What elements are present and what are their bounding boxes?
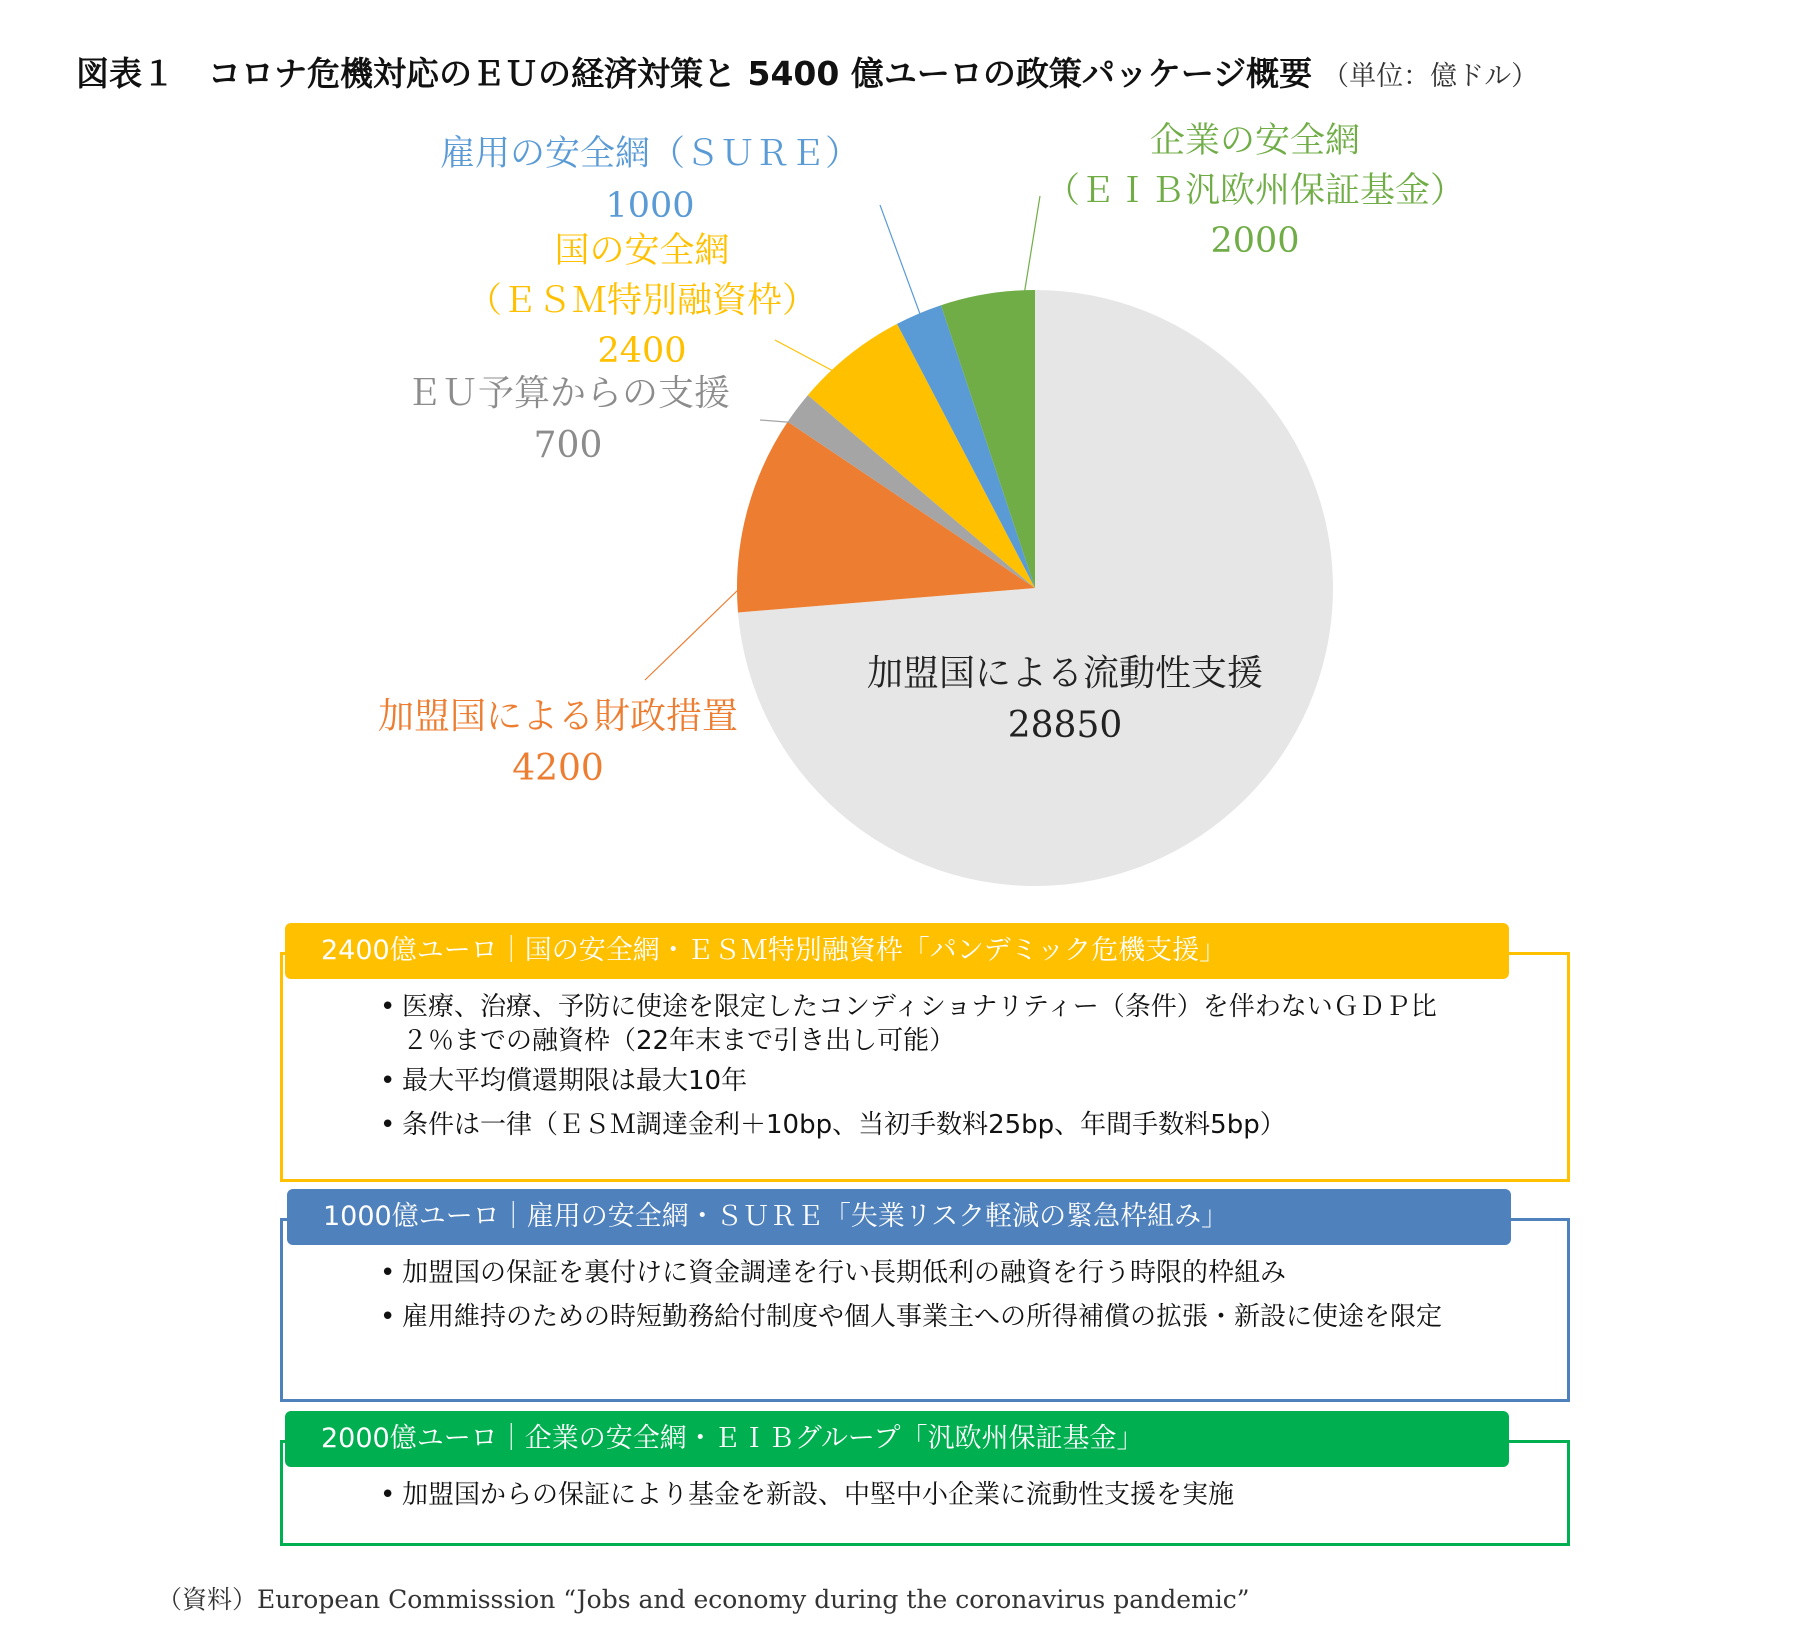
sure-bullet-1: • 加盟国の保証を裏付けに資金調達を行い長期低利の融資を行う時限的枠組み — [380, 1256, 1460, 1290]
data-label-value: 700 — [533, 425, 603, 466]
eib-box-header: 2000億ユーロ｜企業の安全網・ＥＩＢグループ「汎欧州保証基金」 — [285, 1411, 1509, 1467]
eib-bullet-1: • 加盟国からの保証により基金を新設、中堅中小企業に流動性支援を実施 — [380, 1478, 1460, 1512]
figure-title-main: 図表１ コロナ危機対応のＥＵの経済対策と 5400 億ユーロの政策パッケージ概要 — [76, 54, 1313, 93]
esm-bullet-1: • 医療、治療、予防に使途を限定したコンディショナリティー（条件）を伴わないＧＤＰ比２％までの融資枠（22年末まで引き出し可能） — [380, 990, 1460, 1058]
esm-bullet-2: • 最大平均償還期限は最大10年 — [380, 1064, 1460, 1098]
data-label-value: 4200 — [512, 748, 604, 789]
esm-bullet-3: • 条件は一律（ＥＳＭ調達金利＋10bp、当初手数料25bp、年間手数料5bp） — [380, 1108, 1460, 1142]
esm-box-header: 2400億ユーロ｜国の安全網・ＥＳＭ特別融資枠「パンデミック危機支援」 — [285, 923, 1509, 979]
esm-bullets — [380, 990, 1460, 1152]
data-label-value: 2400 — [597, 331, 687, 371]
data-label-name: ＥＵ予算からの支援 — [405, 373, 731, 414]
data-label-name: 加盟国による財政措置 — [377, 696, 739, 737]
eib-bullets — [380, 1478, 1460, 1522]
figure-title-unit: （単位：億ドル） — [1322, 61, 1539, 92]
data-label-name: 企業の安全網 — [1149, 121, 1361, 161]
data-label-value: 2000 — [1210, 221, 1300, 261]
leader-line — [645, 588, 740, 680]
source-note: （資料）European Commisssion “Jobs and economy during the coronavirus pandemic” — [157, 1585, 1250, 1614]
data-label-name: （ＥＩＢ汎欧州保証基金） — [1044, 171, 1466, 211]
leader-line — [775, 340, 835, 372]
data-label-value: 1000 — [605, 186, 695, 226]
data-label-name: 加盟国による流動性支援 — [866, 653, 1264, 694]
data-label-name: 雇用の安全網（ＳＵＲＥ） — [439, 134, 861, 174]
sure-bullet-2: • 雇用維持のための時短勤務給付制度や個人事業主への所得補償の拡張・新設に使途を限定 — [380, 1300, 1460, 1334]
sure-box-header: 1000億ユーロ｜雇用の安全網・ＳＵＲＥ「失業リスク軽減の緊急枠組み」 — [287, 1189, 1511, 1245]
sure-bullets — [380, 1256, 1460, 1344]
leader-line — [880, 205, 920, 314]
data-label-name: 国の安全網 — [554, 231, 730, 271]
data-label-name: （ＥＳＭ特別融資枠） — [466, 281, 818, 321]
data-label-value: 28850 — [1007, 705, 1123, 746]
